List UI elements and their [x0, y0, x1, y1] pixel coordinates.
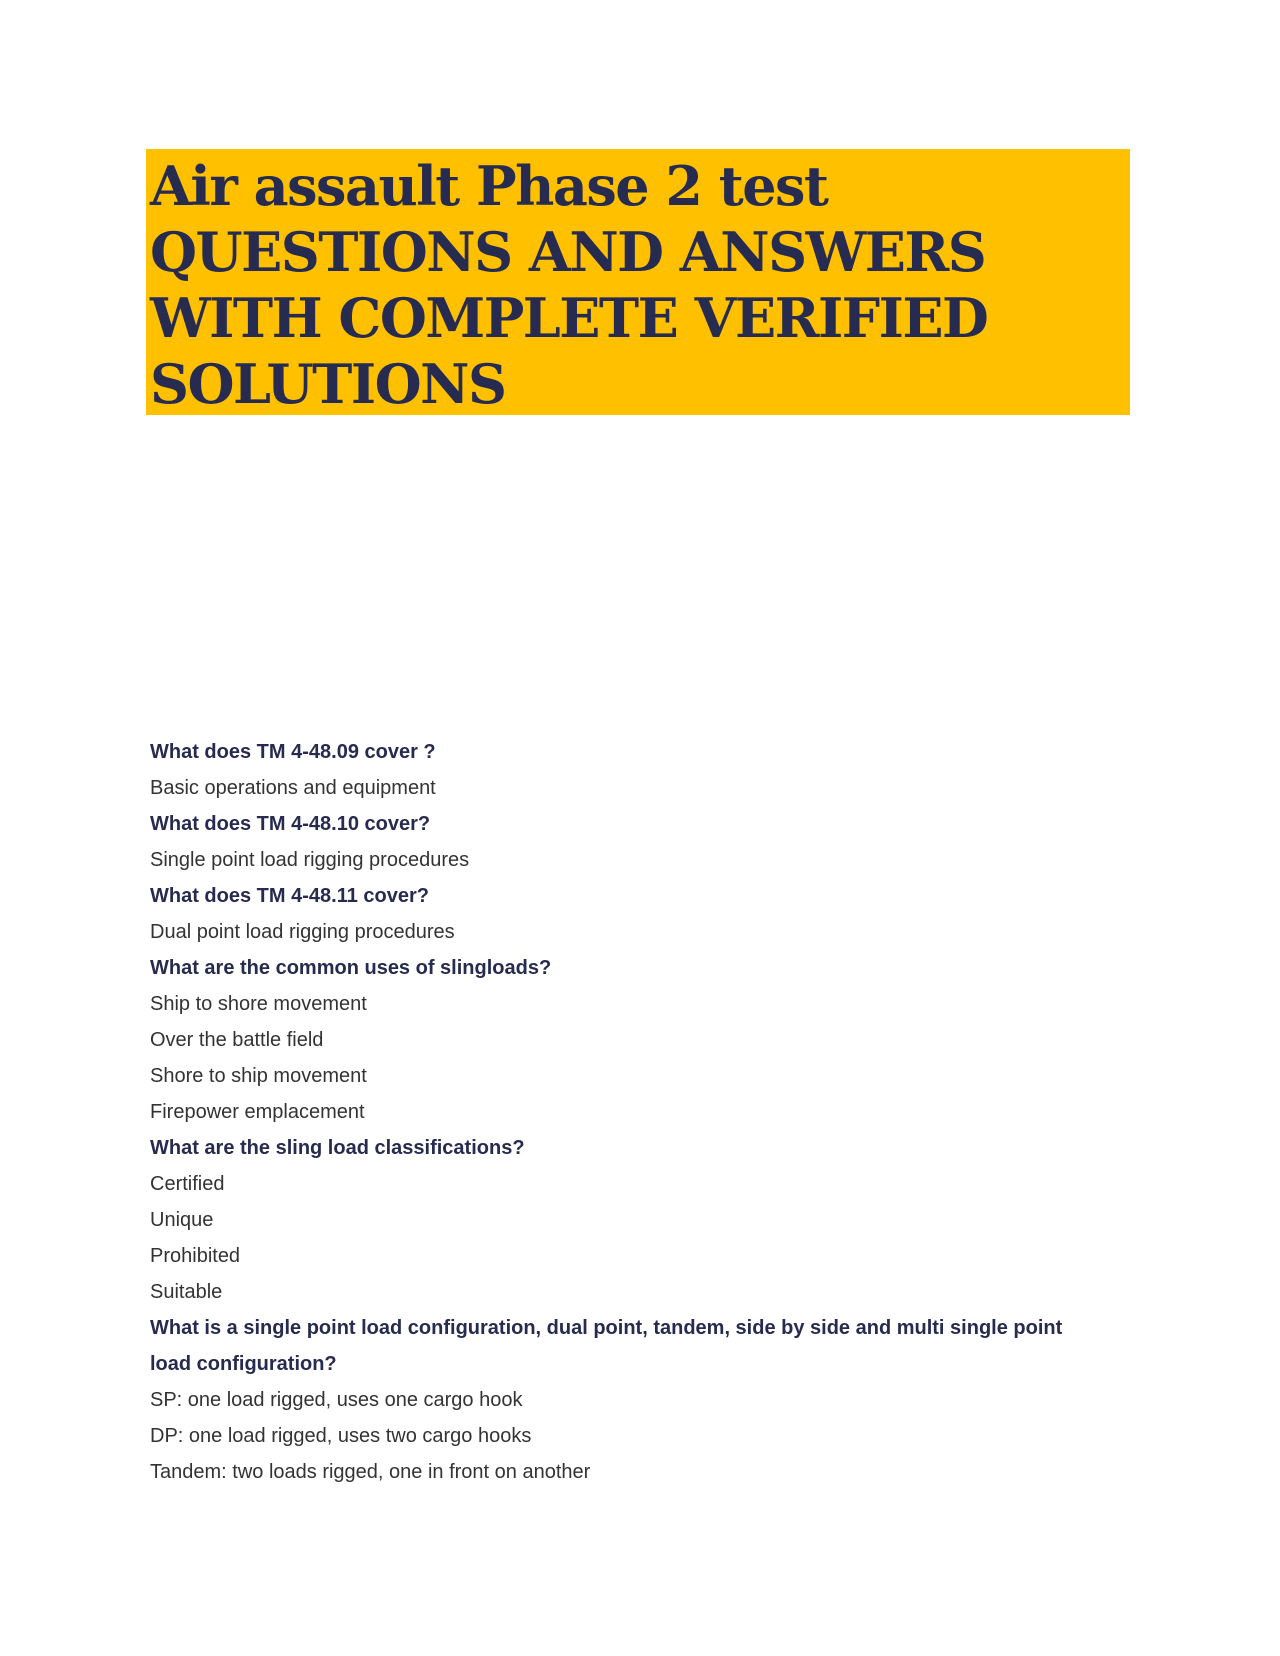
question-line: What does TM 4-48.11 cover?	[150, 885, 429, 907]
answer-line: Firepower emplacement	[150, 1101, 365, 1123]
answer-line: Shore to ship movement	[150, 1065, 367, 1087]
answer-line: Ship to shore movement	[150, 993, 367, 1015]
answer-line: SP: one load rigged, uses one cargo hook	[150, 1389, 523, 1411]
title-line-2: QUESTIONS AND ANSWERS	[150, 220, 986, 284]
answer-line: Dual point load rigging procedures	[150, 921, 455, 943]
answer-line: Over the battle field	[150, 1029, 324, 1051]
document-title-banner	[146, 149, 1130, 415]
answer-line: Single point load rigging procedures	[150, 849, 470, 871]
answer-line: Certified	[150, 1173, 225, 1195]
title-line-4: SOLUTIONS	[150, 352, 506, 416]
answer-line: Unique	[150, 1209, 214, 1231]
question-line: load configuration?	[150, 1353, 337, 1375]
question-line: What are the sling load classifications?	[150, 1137, 525, 1159]
question-line: What does TM 4-48.10 cover?	[150, 813, 431, 835]
question-line: What are the common uses of slingloads?	[150, 957, 552, 979]
answer-line: Basic operations and equipment	[150, 777, 436, 799]
question-line: What does TM 4-48.09 cover ?	[150, 741, 436, 763]
question-answer-list	[150, 734, 1130, 1490]
title-line-3: WITH COMPLETE VERIFIED	[150, 286, 988, 350]
title-line-1: Air assault Phase 2 test	[150, 154, 828, 218]
question-line: What is a single point load configuration, dual point, tandem, side by side and multi single point	[150, 1317, 1063, 1339]
answer-line: Prohibited	[150, 1245, 241, 1267]
answer-line: Tandem: two loads rigged, one in front on another	[150, 1461, 591, 1483]
answer-line: DP: one load rigged, uses two cargo hooks	[150, 1425, 532, 1447]
answer-line: Suitable	[150, 1281, 223, 1303]
